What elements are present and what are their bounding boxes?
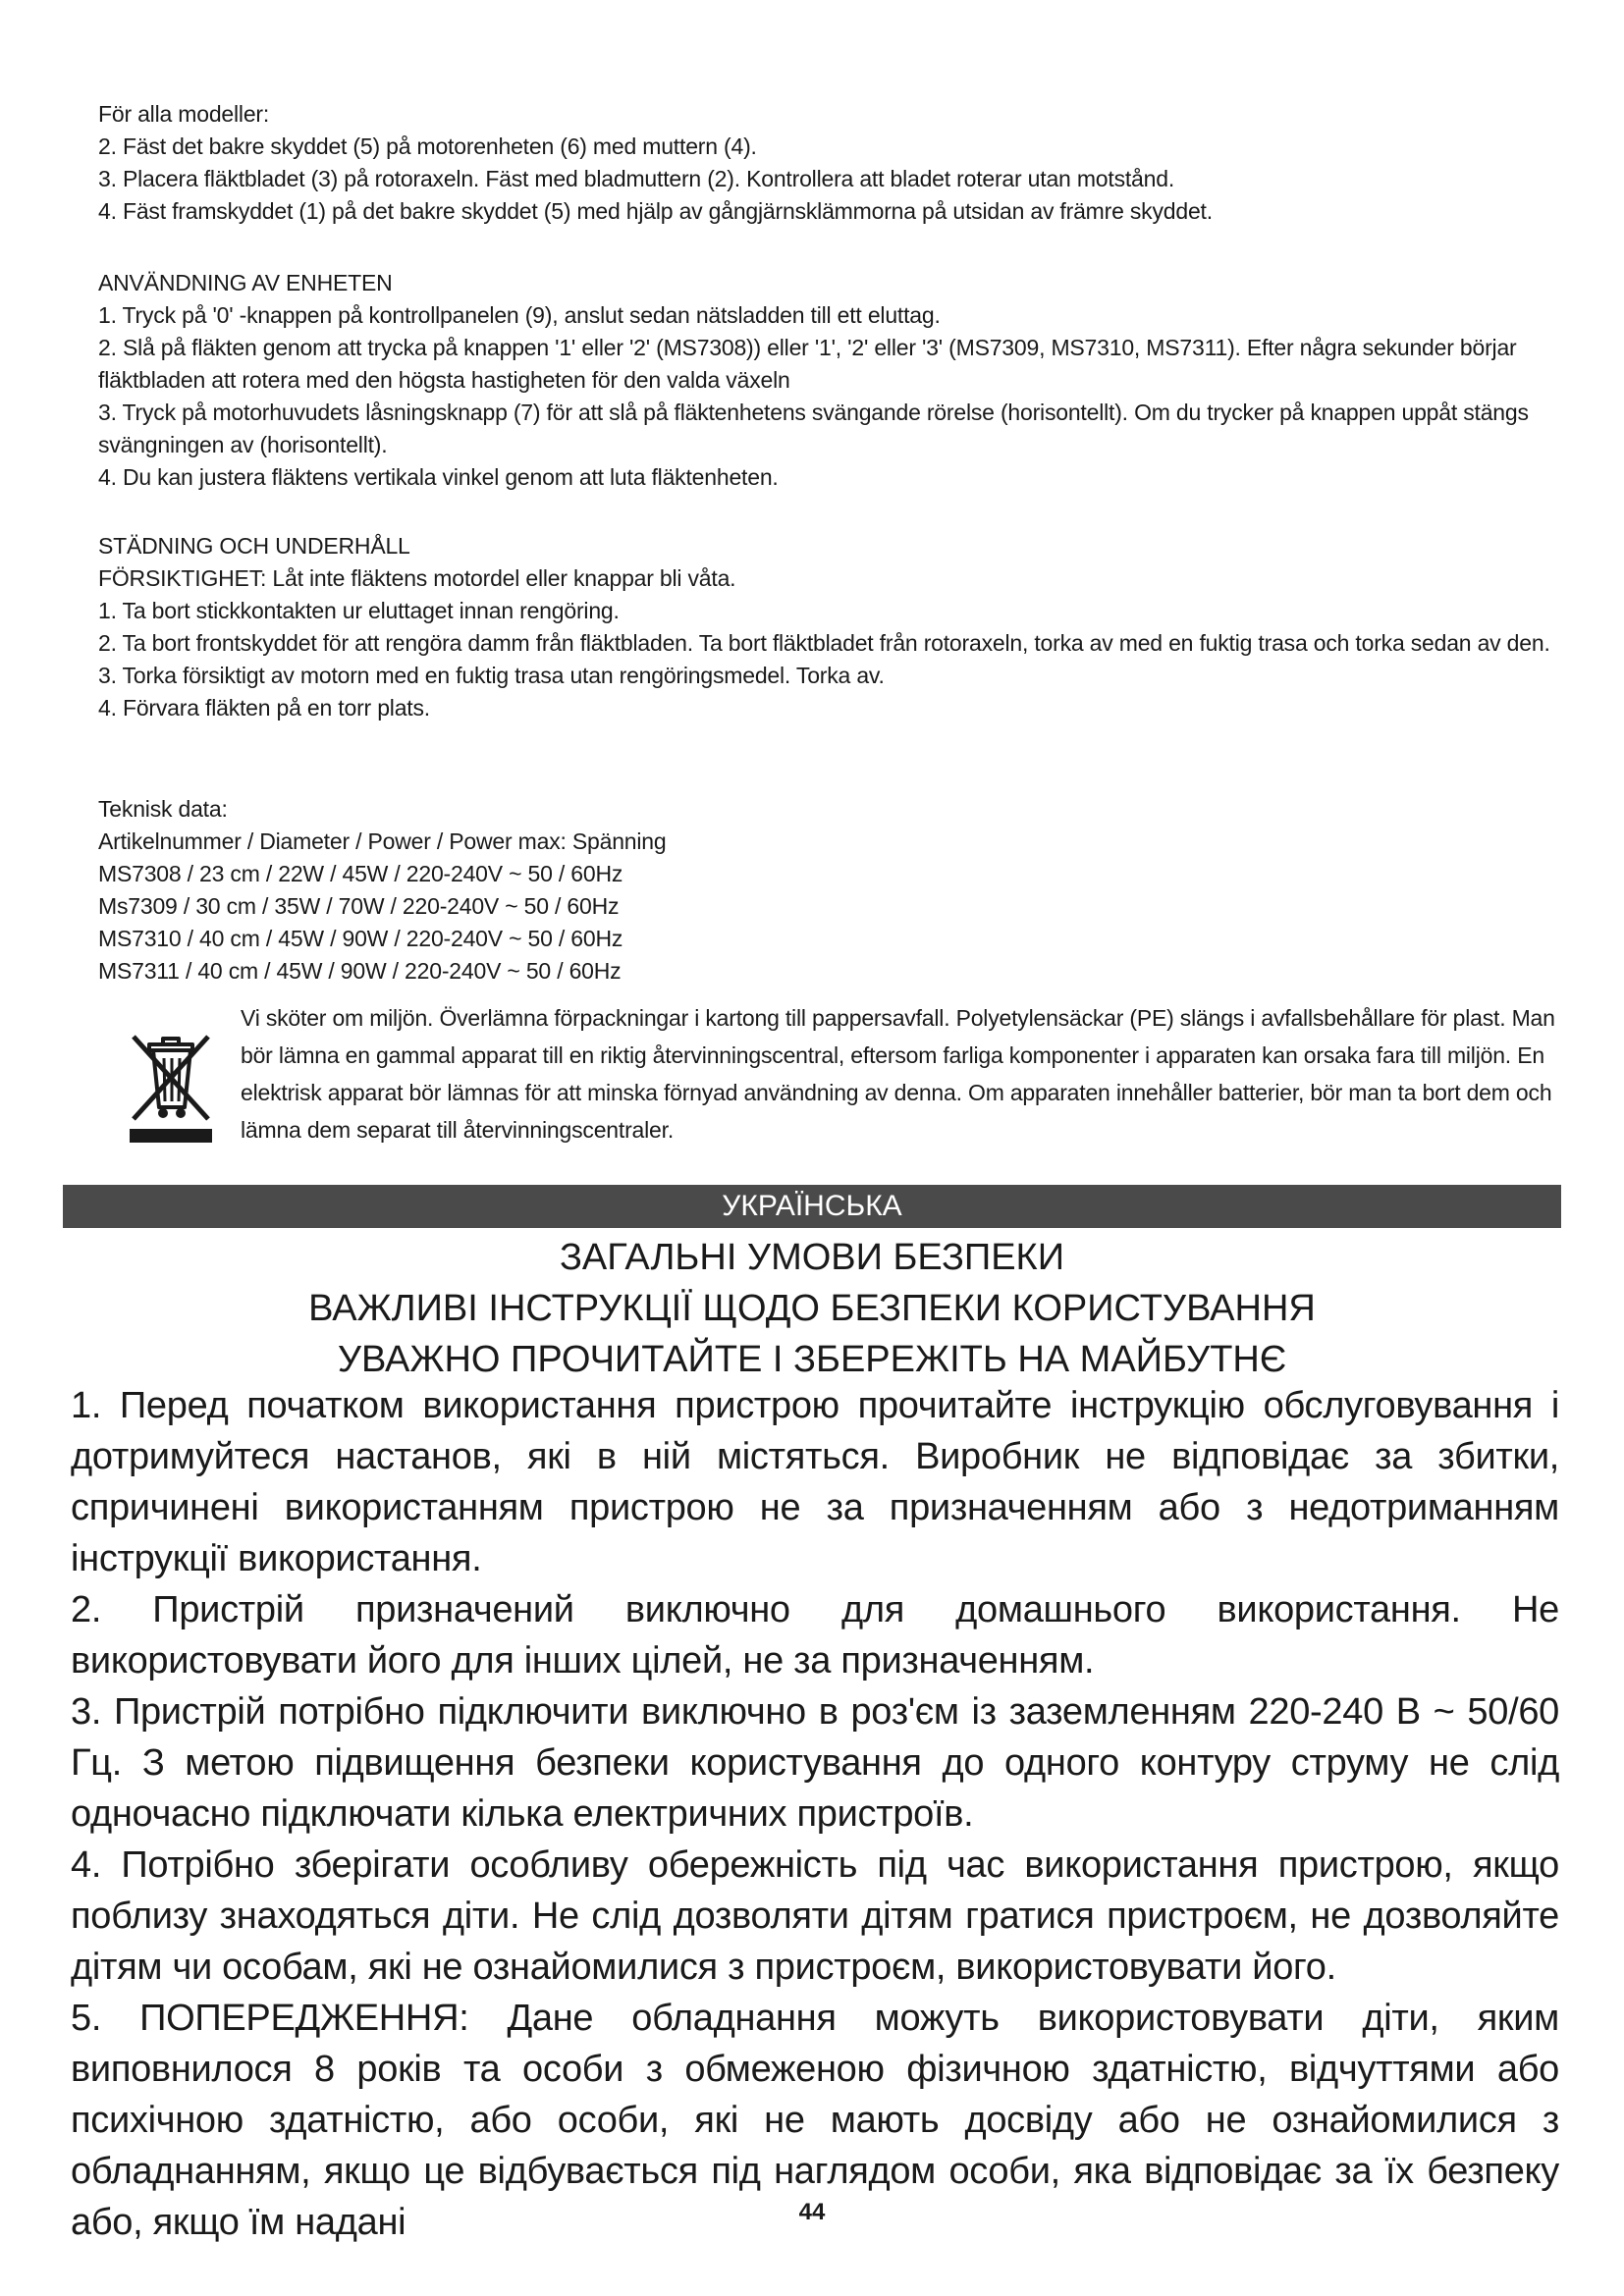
cleaning-section — [98, 530, 1561, 724]
technical-data-section — [98, 793, 1561, 988]
environment-text: Vi sköter om miljön. Överlämna förpackningar i kartong till pappersavfall. Polyetylensäckar (PE) slängs i avfallsbehållare för plast. Man bör lämna en gammal apparat till en riktig återvinningscentral, eftersom farliga komponenter i apparaten kan orsaka fara till miljön. En elektrisk apparat bör lämnas för att minska förnyad användning av denna. Om apparaten innehåller batterier, bör man ta bort dem och lämna dem separat till återvinningscentraler. — [241, 1005, 1555, 1143]
assembly-intro: För alla modeller: — [98, 101, 270, 127]
usage-heading: ANVÄNDNING AV ENHETEN — [98, 270, 393, 295]
page-number: 44 — [798, 2199, 826, 2225]
safety-heading: ЗАГАЛЬНІ УМОВИ БЕЗПЕКИ — [559, 1237, 1065, 1278]
usage-section — [98, 267, 1561, 494]
table-row: Ms7309 / 30 cm / 35W / 70W / 220-240V ~ 50 / 60Hz — [98, 893, 620, 919]
table-row: MS7311 / 40 cm / 45W / 90W / 220-240V ~ 50 / 60Hz — [98, 958, 622, 984]
safety-instructions — [71, 1380, 1559, 2248]
list-item: 2. Slå på fläkten genom att trycka på knappen '1' eller '2' (MS7308)) eller '1', '2' eller '3' (MS7309, MS7310, MS7311). Efter några sekunder börjar fläktbladen att rotera med den högsta hastigheten för den valda växeln — [98, 335, 1517, 393]
list-item: 1. Перед початком використання пристрою прочитайте інструкцію обслуговування і дотримуйтеся настанов, які в ній містяться. Виробник не відповідає за збитки, спричинені використанням пристрою не за призначенням або з недотриманням інструкції використання. — [71, 1385, 1559, 1579]
list-item: 4. Потрібно зберігати особливу обережність під час використання пристрою, якщо поблизу знаходяться діти. Не слід дозволяти дітям гратися пристроєм, не дозволяйте дітям чи особам, які не ознайомилися з пристроєм, використовувати його. — [71, 1844, 1559, 1988]
technical-heading: Teknisk data: — [98, 796, 228, 822]
list-item: 4. Du kan justera fläktens vertikala vinkel genom att luta fläktenheten. — [98, 464, 779, 490]
cleaning-heading: STÄDNING OCH UNDERHÅLL — [98, 533, 410, 559]
list-item: 3. Placera fläktbladet (3) på rotoraxeln. Fäst med bladmuttern (2). Kontrollera att bladet roterar utan motstånd. — [98, 166, 1175, 191]
safety-heading: УВАЖНО ПРОЧИТАЙТЕ І ЗБЕРЕЖІТЬ НА МАЙБУТНЄ — [337, 1339, 1287, 1380]
weee-crossed-bin-icon — [120, 1031, 222, 1147]
safety-heading: ВАЖЛИВІ ІНСТРУКЦІЇ ЩОДО БЕЗПЕКИ КОРИСТУВАННЯ — [308, 1288, 1316, 1329]
list-item: 3. Tryck på motorhuvudets låsningsknapp (7) för att slå på fläktenhetens svängande rörelse (horisontellt). Om du trycker på knappen uppåt stängs svängningen av (horisontellt). — [98, 400, 1529, 457]
table-row: MS7310 / 40 cm / 45W / 90W / 220-240V ~ 50 / 60Hz — [98, 926, 623, 951]
language-bar: УКРАЇНСЬКА — [63, 1185, 1561, 1228]
list-item: 1. Tryck på '0' -knappen på kontrollpanelen (9), anslut sedan nätsladden till ett eluttag. — [98, 302, 941, 328]
list-item: 5. ПОПЕРЕДЖЕННЯ: Дане обладнання можуть використовувати діти, яким виповнилося 8 років та особи з обмеженою фізичною здатністю, відчуттями або психічною здатністю, або особи, які не мають досвіду або не ознайомилися з обладнанням, якщо це відбувається під наглядом особи, яка відповідає за їх безпеку або, якщо їм надані — [71, 1998, 1559, 2243]
list-item: 4. Fäst framskyddet (1) på det bakre skyddet (5) med hjälp av gångjärnsklämmorna på utsidan av främre skyddet. — [98, 198, 1213, 224]
cleaning-caution: FÖRSIKTIGHET: Låt inte fläktens motordel eller knappar bli våta. — [98, 565, 736, 591]
assembly-section — [98, 98, 1561, 228]
technical-columns: Artikelnummer / Diameter / Power / Power max: Spänning — [98, 828, 667, 854]
list-item: 1. Ta bort stickkontakten ur eluttaget innan rengöring. — [98, 598, 620, 623]
environment-notice — [98, 989, 1561, 1156]
list-item: 3. Пристрій потрібно підключити виключно в роз'єм із заземленням 220-240 В ~ 50/60 Гц. З метою підвищення безпеки користування до одного контуру струму не слід одночасно підключати кілька електричних пристроїв. — [71, 1691, 1559, 1835]
list-item: 2. Пристрій призначений виключно для домашнього використання. Не використовувати його для інших цілей, не за призначенням. — [71, 1589, 1559, 1682]
table-row: MS7308 / 23 cm / 22W / 45W / 220-240V ~ 50 / 60Hz — [98, 861, 623, 886]
safety-headings — [63, 1232, 1561, 1385]
list-item: 4. Förvara fläkten på en torr plats. — [98, 695, 430, 721]
list-item: 3. Torka försiktigt av motorn med en fuktig trasa utan rengöringsmedel. Torka av. — [98, 663, 885, 688]
list-item: 2. Fäst det bakre skyddet (5) på motorenheten (6) med muttern (4). — [98, 133, 757, 159]
list-item: 2. Ta bort frontskyddet för att rengöra damm från fläktbladen. Ta bort fläktbladet från rotoraxeln, torka av med en fuktig trasa och torka sedan av den. — [98, 630, 1550, 656]
